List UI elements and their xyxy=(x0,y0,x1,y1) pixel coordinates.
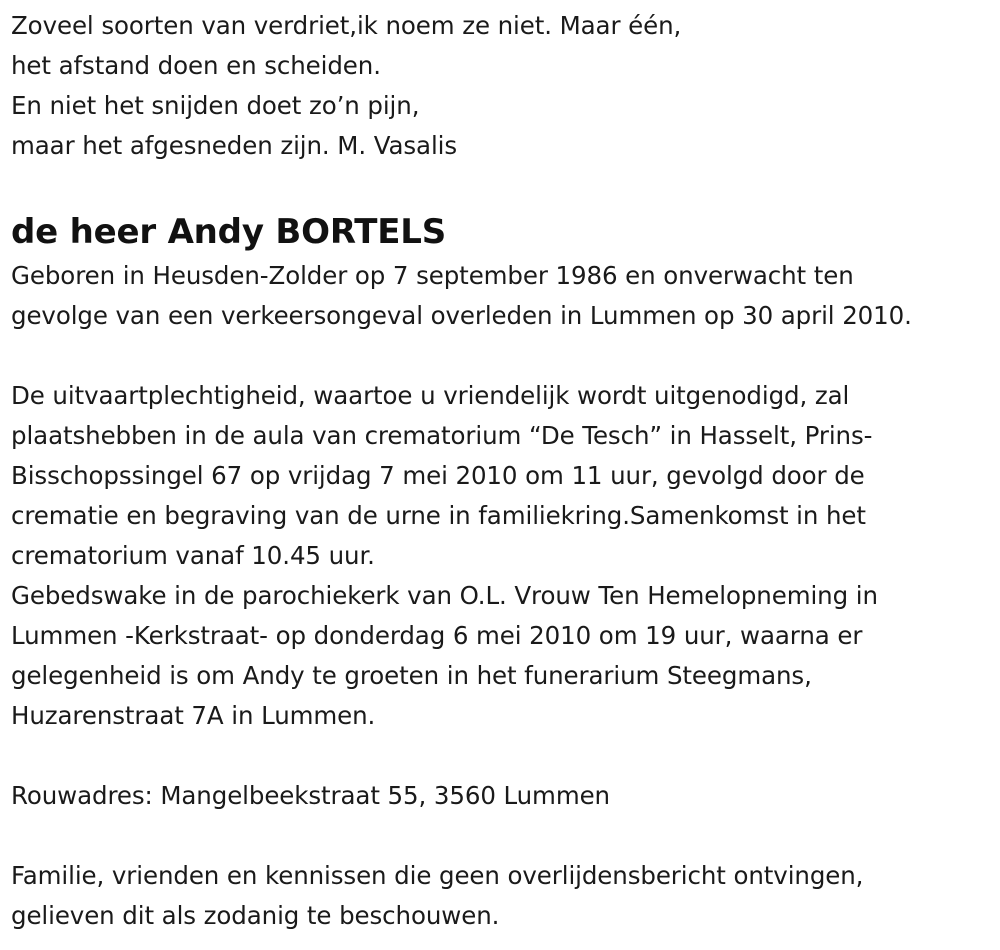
poem-line: Zoveel soorten van verdriet,ik noem ze niet. Maar één, xyxy=(11,11,682,40)
paragraph-line: gelieven dit als zodanig te beschouwen. xyxy=(11,901,500,930)
paragraph-line: gelegenheid is om Andy te groeten in het funerarium Steegmans, xyxy=(11,661,812,690)
paragraph-line: Huzarenstraat 7A in Lummen. xyxy=(11,701,376,730)
spacer xyxy=(11,816,996,856)
poem-line: het afstand doen en scheiden. xyxy=(11,51,381,80)
paragraph-line: De uitvaartplechtigheid, waartoe u vriendelijk wordt uitgenodigd, zal xyxy=(11,381,850,410)
paragraph-line: plaatshebben in de aula van crematorium “De Tesch” in Hasselt, Prins- xyxy=(11,421,873,450)
paragraph-line: Geboren in Heusden-Zolder op 7 september 1986 en onverwacht ten xyxy=(11,261,854,290)
obituary-notice xyxy=(11,6,996,936)
paragraph-line: Lummen -Kerkstraat- op donderdag 6 mei 2010 om 19 uur, waarna er xyxy=(11,621,863,650)
spacer xyxy=(11,336,996,376)
closing-paragraph xyxy=(11,856,996,936)
paragraph-line: Familie, vrienden en kennissen die geen overlijdensbericht ontvingen, xyxy=(11,861,864,890)
poem xyxy=(11,6,996,166)
poem-line: En niet het snijden doet zo’n pijn, xyxy=(11,91,420,120)
mourning-address: Rouwadres: Mangelbeekstraat 55, 3560 Lummen xyxy=(11,781,610,810)
ceremony-paragraph xyxy=(11,376,996,576)
vigil-paragraph xyxy=(11,576,996,736)
paragraph-line: crematie en begraving van de urne in familiekring.Samenkomst in het xyxy=(11,501,866,530)
poem-line: maar het afgesneden zijn. M. Vasalis xyxy=(11,131,458,160)
paragraph-line: gevolge van een verkeersongeval overleden in Lummen op 30 april 2010. xyxy=(11,301,912,330)
spacer xyxy=(11,166,996,206)
spacer xyxy=(11,736,996,776)
paragraph-line: Bisschopssingel 67 op vrijdag 7 mei 2010 om 11 uur, gevolgd door de xyxy=(11,461,865,490)
deceased-name-heading: de heer Andy BORTELS xyxy=(11,212,447,252)
paragraph-line: crematorium vanaf 10.45 uur. xyxy=(11,541,375,570)
paragraph-line: Gebedswake in de parochiekerk van O.L. Vrouw Ten Hemelopneming in xyxy=(11,581,878,610)
birth-death-paragraph xyxy=(11,256,996,336)
